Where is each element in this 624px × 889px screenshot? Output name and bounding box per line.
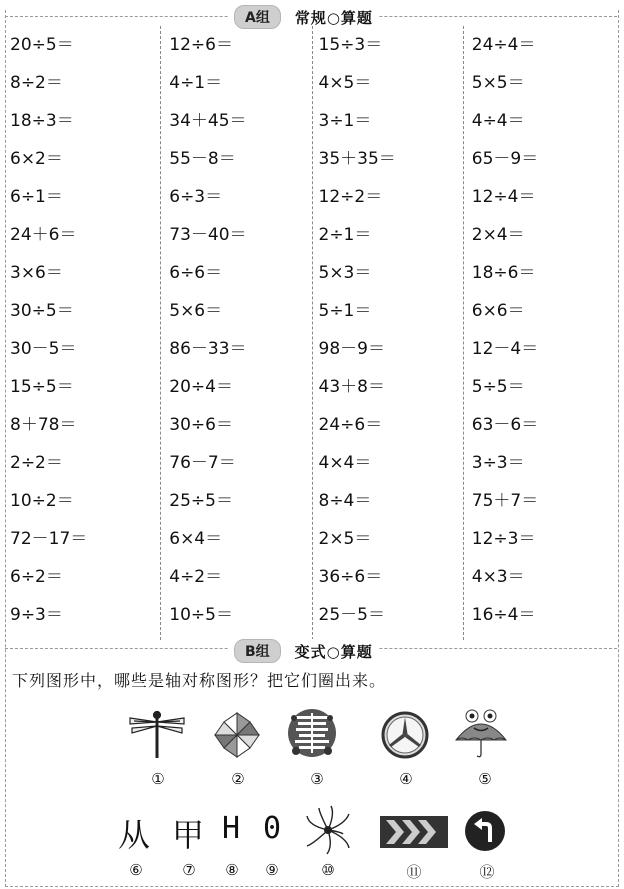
problem-cell: 6÷6＝ [169, 263, 223, 283]
question-text: 下列图形中，哪些是轴对称图形？把它们圈出来。 [12, 671, 387, 690]
figure-label-7: ⑦ [182, 861, 196, 879]
problem-cell: 5×6＝ [169, 301, 223, 321]
problem-cell: 18÷3＝ [10, 111, 74, 131]
figure-label-6: ⑥ [129, 861, 143, 879]
figure-label-4: ④ [399, 770, 413, 788]
problem-cell: 24＋6＝ [10, 225, 77, 245]
chevron-sign-icon[interactable] [380, 816, 448, 848]
problem-cell: 16÷4＝ [471, 605, 536, 625]
problem-cell: 6÷2＝ [10, 567, 63, 587]
problem-cell: 2÷2＝ [10, 453, 63, 473]
problem-cell: 36÷6＝ [318, 567, 383, 587]
figure-label-11: ⑪ [406, 863, 422, 881]
problem-cell: 72－17＝ [10, 529, 88, 549]
spiral-burst-icon[interactable] [305, 804, 351, 856]
problem-cell: 8＋78＝ [10, 415, 77, 435]
problem-cell: 6÷1＝ [10, 187, 63, 207]
group-b-title: 变式○算题 [294, 642, 373, 661]
problem-cell: 25÷5＝ [169, 491, 233, 511]
problem-cell: 12÷6＝ [169, 35, 233, 55]
figure-label-10: ⑩ [321, 861, 335, 879]
problem-cell: 30－5＝ [10, 339, 77, 359]
dragonfly-icon[interactable] [128, 708, 186, 760]
char-jia[interactable]: 甲 [172, 816, 205, 854]
pinwheel-icon[interactable] [212, 710, 262, 760]
problem-cell: 12÷4＝ [471, 187, 536, 207]
problem-column-2 [160, 26, 311, 640]
group-a-badge: A组 [234, 5, 281, 29]
problem-cell: 12÷3＝ [471, 529, 536, 549]
problem-cell: 15÷3＝ [318, 35, 383, 55]
problem-cell: 6÷3＝ [169, 187, 223, 207]
problem-cell: 2×5＝ [318, 529, 372, 549]
problem-cell: 6×4＝ [169, 529, 223, 549]
problem-cell: 4×3＝ [471, 567, 525, 587]
problem-cell: 10÷5＝ [169, 605, 233, 625]
char-cong[interactable]: 从 [118, 816, 151, 854]
figure-label-3: ③ [310, 770, 324, 788]
problem-cell: 25－5＝ [318, 605, 385, 625]
problem-column-4 [463, 26, 614, 640]
problem-cell: 86－33＝ [169, 339, 247, 359]
problem-cell: 4×4＝ [318, 453, 372, 473]
problem-cell: 30÷5＝ [10, 301, 74, 321]
figure-label-8: ⑧ [225, 861, 239, 879]
problem-cell: 15÷5＝ [10, 377, 74, 397]
problem-cell: 5×3＝ [318, 263, 372, 283]
group-a-title: 常规○算题 [294, 8, 373, 27]
problem-cell: 24÷6＝ [318, 415, 383, 435]
letter-h[interactable]: H [222, 811, 241, 846]
figure-label-12: ⑫ [479, 863, 495, 881]
problem-cell: 43＋8＝ [318, 377, 385, 397]
three-point-star-logo-icon[interactable] [380, 710, 430, 760]
problem-cell: 5÷1＝ [318, 301, 372, 321]
turn-left-sign-icon[interactable] [464, 810, 506, 852]
problem-cell: 2×4＝ [471, 225, 525, 245]
problem-cell: 34＋45＝ [169, 111, 247, 131]
problem-cell: 4×5＝ [318, 73, 372, 93]
figure-label-5: ⑤ [478, 770, 492, 788]
problem-cell: 12÷2＝ [318, 187, 383, 207]
problem-cell: 35＋35＝ [318, 149, 396, 169]
problem-cell: 20÷4＝ [169, 377, 233, 397]
figure-label-1: ① [151, 770, 165, 788]
problem-cell: 24÷4＝ [471, 35, 536, 55]
problem-cell: 98－9＝ [318, 339, 385, 359]
figure-label-9: ⑨ [265, 861, 279, 879]
figure-label-2: ② [231, 770, 245, 788]
problem-column-3 [312, 26, 463, 640]
problem-cell: 3×6＝ [10, 263, 63, 283]
double-happiness-icon[interactable] [286, 706, 338, 760]
problem-cell: 4÷2＝ [169, 567, 223, 587]
problem-cell: 8÷2＝ [10, 73, 63, 93]
problem-cell: 3÷3＝ [471, 453, 525, 473]
problem-cell: 30÷6＝ [169, 415, 233, 435]
problem-cell: 5÷5＝ [471, 377, 525, 397]
problem-cell: 12－4＝ [471, 339, 539, 359]
problem-cell: 18÷6＝ [471, 263, 536, 283]
digit-zero[interactable]: 0 [263, 811, 282, 846]
problem-cell: 4÷1＝ [169, 73, 223, 93]
problem-cell: 65－9＝ [471, 149, 539, 169]
problem-cell: 75＋7＝ [471, 491, 539, 511]
problem-cell: 76－7＝ [169, 453, 236, 473]
problem-cell: 3÷1＝ [318, 111, 372, 131]
problem-cell: 20÷5＝ [10, 35, 74, 55]
problem-cell: 6×6＝ [471, 301, 525, 321]
problem-cell: 5×5＝ [471, 73, 525, 93]
group-b-header [228, 639, 379, 663]
problem-cell: 6×2＝ [10, 149, 63, 169]
problem-cell: 10÷2＝ [10, 491, 74, 511]
problem-cell: 2÷1＝ [318, 225, 372, 245]
frog-umbrella-icon[interactable] [452, 704, 510, 760]
problem-cell: 4÷4＝ [471, 111, 525, 131]
problem-columns [10, 26, 614, 640]
problem-cell: 73－40＝ [169, 225, 247, 245]
problem-column-1 [10, 26, 160, 640]
problem-cell: 63－6＝ [471, 415, 539, 435]
group-b-badge: B组 [234, 639, 281, 663]
problem-cell: 55－8＝ [169, 149, 236, 169]
problem-cell: 8÷4＝ [318, 491, 372, 511]
problem-cell: 9÷3＝ [10, 605, 63, 625]
